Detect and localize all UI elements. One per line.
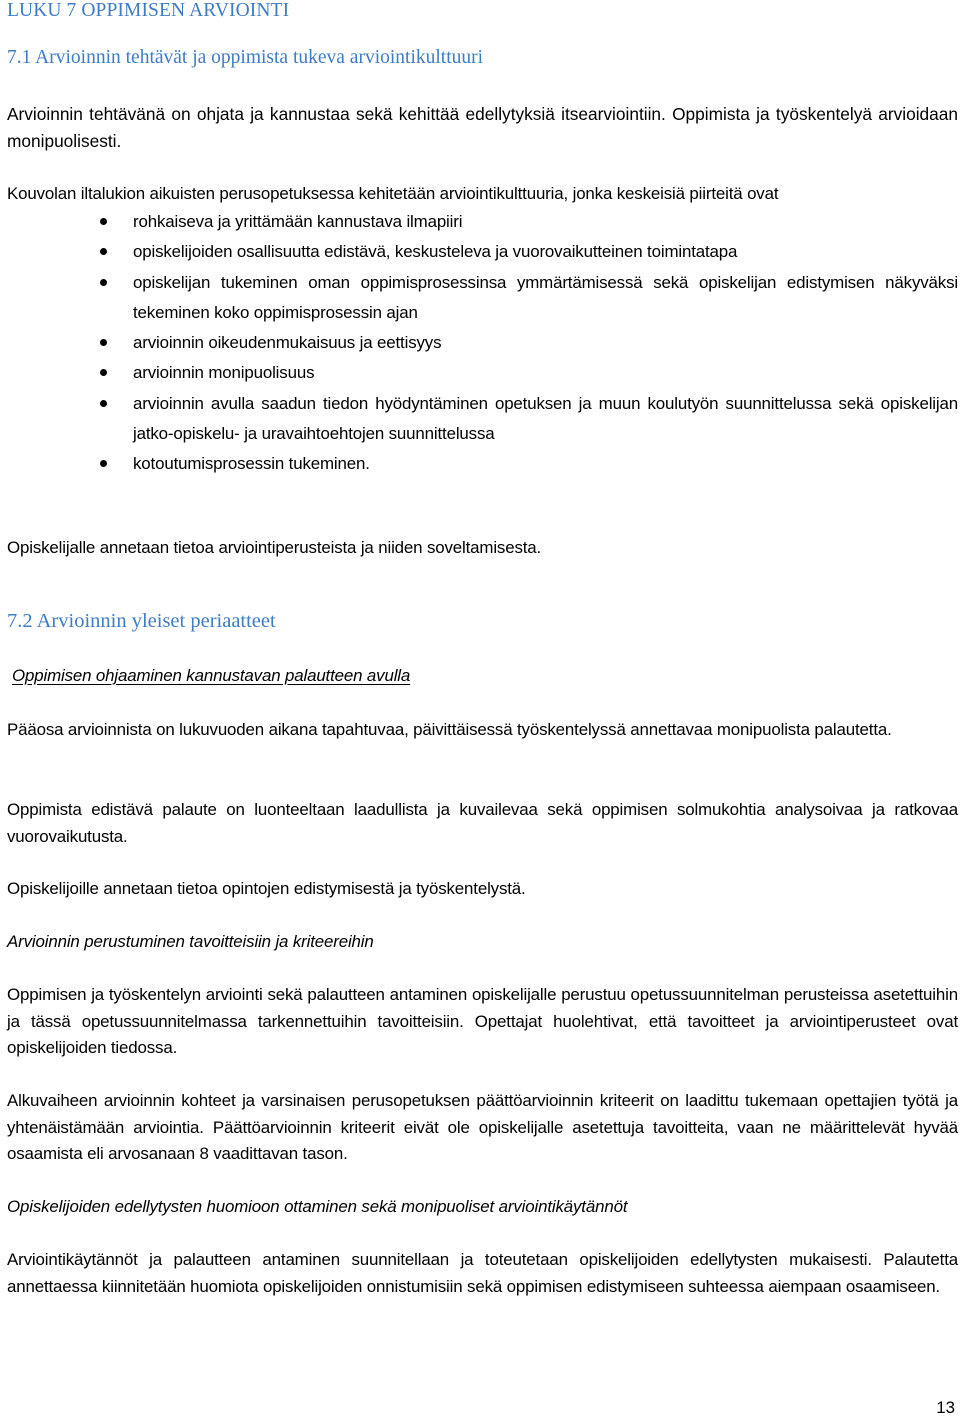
subheading-goals-criteria: Arvioinnin perustuminen tavoitteisiin ja kriteereihin: [7, 932, 374, 951]
bullet-text: arvioinnin monipuolisuus: [133, 363, 315, 383]
bullet-icon: [100, 369, 107, 376]
bullet-item: [0, 268, 958, 329]
paragraph-assessment-tasks: Arvioinnin tehtävänä on ohjata ja kannustaa sekä kehittää edellytyksiä itsearviointiin. Oppimista ja työskentelyä arvioidaan monipuolisesti.: [7, 104, 958, 151]
subheading-encouraging-feedback: Oppimisen ohjaaminen kannustavan palautteen avulla: [12, 666, 411, 685]
paragraph-progress-info: Opiskelijoille annetaan tietoa opintojen edistymisestä ja työskentelystä.: [7, 879, 526, 898]
bullet-text: rohkaiseva ja yrittämään kannustava ilmapiiri: [133, 212, 463, 231]
bullet-text: kotoutumisprosessin tukeminen.: [133, 454, 370, 474]
paragraph-daily-feedback: Pääosa arvioinnista on lukuvuoden aikana tapahtuvaa, päivittäisessä työskentelyssä annettavaa monipuolista palautetta.: [7, 720, 892, 739]
bullet-item: [0, 328, 958, 358]
chapter-heading: LUKU 7 OPPIMISEN ARVIOINTI: [7, 0, 290, 21]
bullet-item: [0, 207, 958, 237]
bullet-item: [0, 389, 958, 450]
bullet-icon: [100, 460, 107, 467]
bullet-item: [0, 358, 958, 388]
bullet-icon: [100, 279, 107, 286]
bullet-text: arvioinnin avulla saadun tiedon hyödyntäminen opetuksen ja muun koulutyön suunnittelussa sekä opiskelijan jatko-opiskelu- ja uravaihtoehtojen suunnittelussa: [133, 393, 958, 444]
bullet-text: opiskelijan tukeminen oman oppimisprosessinsa ymmärtämisessä sekä opiskelijan edistymisen näkyväksi tekeminen koko oppimisprosessin ajan: [133, 272, 958, 322]
bullet-item: [0, 449, 958, 479]
bullet-item: [0, 237, 958, 267]
paragraph-assessment-practices: Arviointikäytännöt ja palautteen antaminen suunnitellaan ja toteutetaan opiskelijoiden edellytysten mukaisesti. Palautetta annettaessa kiinnitetään huomiota opiskelijoiden onnistumisiin sekä oppimisen edistymiseen suhteessa aiempaan osaamiseen.: [7, 1250, 958, 1296]
assessment-culture-bullet-list: [0, 207, 958, 480]
page-number: 13: [936, 1398, 955, 1417]
bullet-icon: [100, 400, 107, 407]
paragraph-criteria-info: Opiskelijalle annetaan tietoa arviointiperusteista ja niiden soveltamisesta.: [7, 538, 542, 557]
paragraph-goal-based-assessment: Oppimisen ja työskentelyn arviointi sekä palautteen antaminen opiskelijalle perustuu opetussuunnitelman perusteissa asetettuihin ja tässä opetussuunnitelmassa tarkennettuihin tavoitteisiin. Opettajat huolehtivat, että tavoitteet ja arviointiperusteet ovat opiskelijoiden tiedossa.: [7, 985, 958, 1057]
paragraph-qualitative-feedback: Oppimista edistävä palaute on luonteeltaan laadullista ja kuvailevaa sekä oppimisen solmukohtia analysoivaa ja ratkovaa vuorovaikutusta.: [7, 800, 958, 846]
paragraph-assessment-culture-intro: Kouvolan iltalukion aikuisten perusopetuksessa kehitetään arviointikulttuuria, jonka keskeisiä piirteitä ovat: [7, 184, 779, 203]
section-heading-7-1: 7.1 Arvioinnin tehtävät ja oppimista tukeva arviointikulttuuri: [7, 47, 484, 68]
section-heading-7-2: 7.2 Arvioinnin yleiset periaatteet: [7, 610, 276, 632]
bullet-icon: [100, 248, 107, 255]
bullet-text: opiskelijoiden osallisuutta edistävä, keskusteleva ja vuorovaikutteinen toimintatapa: [133, 242, 738, 262]
paragraph-final-assessment-criteria: Alkuvaiheen arvioinnin kohteet ja varsinaisen perusopetuksen päättöarvioinnin kriteerit on laadittu tukemaan opettajien työtä ja yhtenäistämään arviointia. Päättöarvioinnin kriteerit eivät ole opiskelijalle asetettuja tavoitteita, vaan ne määrittelevät hyvää osaamista eli arvosanaan 8 vaadittavan tason.: [7, 1091, 958, 1163]
bullet-icon: [100, 218, 107, 225]
bullet-text: arvioinnin oikeudenmukaisuus ja eettisyys: [133, 333, 442, 353]
bullet-icon: [100, 339, 107, 346]
subheading-student-abilities: Opiskelijoiden edellytysten huomioon ottaminen sekä monipuoliset arviointikäytännöt: [7, 1197, 628, 1216]
